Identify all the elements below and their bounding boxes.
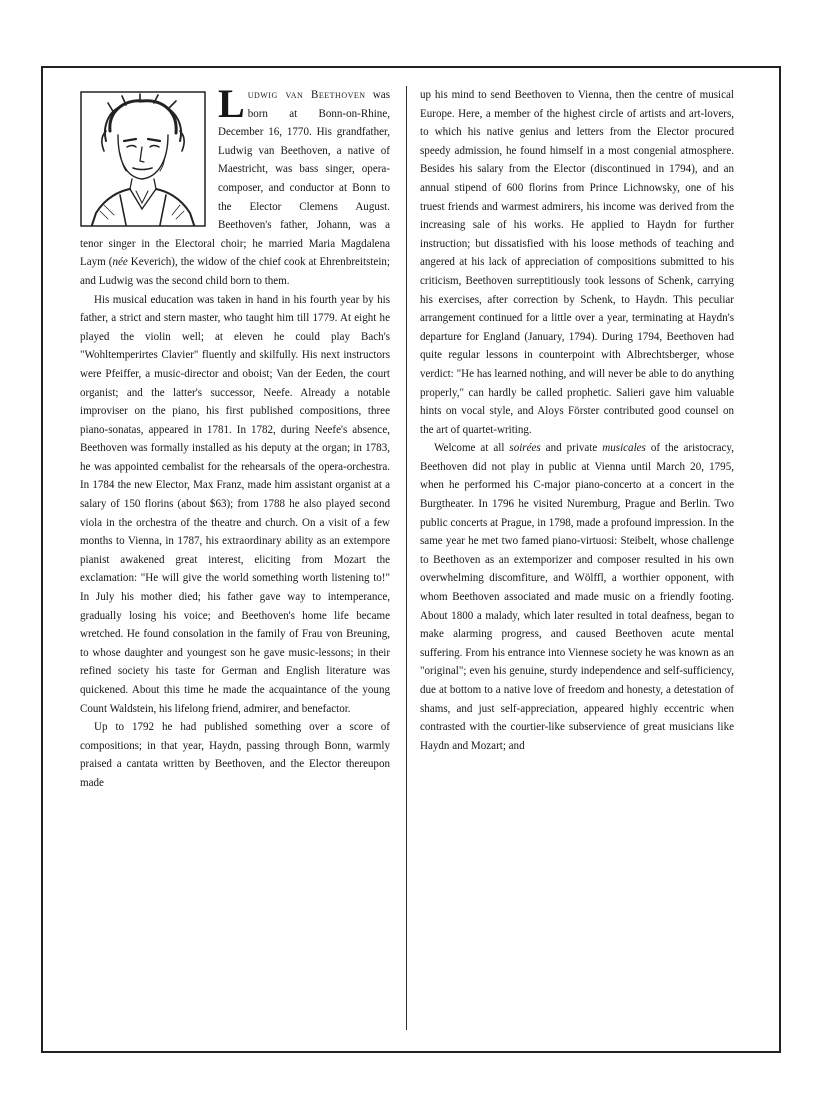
left-column [80, 81, 390, 793]
paragraph-5-musicales: musicales [602, 442, 646, 455]
paragraph-2: His musical education was taken in hand in his fourth year by his father, a strict and stern master, who taught him till 1779. At eight he played the violin well; at eleven he could play Bach's "Wohltemperirtes Clavier" fluently and skilfully. His next instructors were Pfeiffer, a music-director and oboist; Van der Eeden, the court organist; and the latter's successor, Neefe. Already a notable improviser on the piano, his first published compositions, three piano-sonatas, appeared in 1781. In 1782, during Neefe's absence, Beethoven was formally installed as his deputy at the organ; in 1783, he was appointed cembalist for the rehearsals of the opera-orchestra. In 1784 the new Elector, Max Franz, made him assistant organist at a salary of 150 florins (about $63); from 1788 he also played second viola in the orchestra of the theatre and church. On a visit of a few months to Vienna, in 1787, his extraordinary ability as an extempore pianist awakened great interest, eliciting from Mozart the exclamation: "He will give the world something worth listening to!" In July his mother died; his father gave way to intemperance, gradually losing his voice; and Beethoven's home life became wretched. He found consolation in the family of Frau von Breuning, to whose daughter and youngest son he gave music-lessons; in their refined society his taste for German and English literature was quickened. About this time he made the acquaintance of the young Count Waldstein, his lifelong friend, admirer, and benefactor. [80, 293, 390, 715]
paragraph-5 [420, 439, 734, 755]
paragraph-5-a: Welcome at all [434, 442, 510, 455]
paragraph-5-soirees: soirées [509, 442, 541, 455]
paragraph-3: Up to 1792 he had published something over a score of compositions; in that year, Haydn, passing through Bonn, warmly praised a cantata written by Beethoven, and the Elector thereupon made [80, 721, 390, 789]
portrait-engraving [80, 91, 206, 227]
column-divider [406, 86, 407, 1030]
lead-smallcaps: udwig van Beethoven [247, 89, 366, 101]
right-column [420, 86, 734, 755]
paragraph-4: up his mind to send Beethoven to Vienna, then the centre of musical Europe. Here, a member of the highest circle of artists and art-lovers, to which his native genius and letters from the Elector procured speedy admission, he found himself in a most congenial atmosphere. Besides his salary from the Elector (discontinued in 1794), and an annual stipend of 600 florins from Prince Lichnowsky, one of his truest friends and warmest admirers, his income was derived from the increasing sale of his works. He applied to Haydn for further instruction; but dissatisfied with his loose methods of teaching and angered at his lack of appreciation of compositions submitted to his criticism, Beethoven surreptitiously took lessons of Schenk, carrying his exercises, after correction by Schenk, to Haydn. This peculiar arrangement continued for a little over a year, terminating at Haydn's departure for England (January, 1794). During 1794, Beethoven had quite regular lessons in counterpoint with Albrechtsberger, whose verdict: "He has learned nothing, and will never be able to do anything properly," can hardly be called prophetic. Salieri gave him valuable hints on vocal style, and Aloys Förster contributed good counsel on the art of quartet-writing. [420, 89, 734, 436]
paragraph-5-c: of the aristocracy, Beethoven did not play in public at Vienna until March 20, 1795, when he performed his C-major piano-concerto at a concert in the Burgtheater. In 1796 he visited Nuremburg, Prague and Berlin. Two public concerts at Prague, in 1798, made a profound impression. In the same year he met two famed piano-virtuosi: Steibelt, whose challenge to Beethoven as an extemporizer and composer resulted in his own overwhelming discomfiture, and Wölffl, a worthier opponent, with whom Beethoven associated and made music on a friendly footing. About 1800 a malady, which later resulted in total deafness, began to make alarming progress, and caused Beethoven acute mental suffering. From his entrance into Viennese society he was known as an "original"; even his genuine, sturdy independence and self-sufficiency, due at bottom to a native love of freedom and honesty, a detestation of shams, and just self-appreciation, appeared highly eccentric when contrasted with the courtier-like subservience of great musicians like Haydn and Mozart; and [420, 442, 735, 752]
drop-cap: L [218, 81, 245, 126]
paragraph-5-b: and private [540, 442, 603, 455]
paragraph-1-nee: née [112, 256, 128, 269]
paragraph-1-end: Keverich), the widow of the chief cook at Ehrenbreitstein; and Ludwig was the second child born to them. [80, 256, 390, 287]
paragraph-1-text: was born at Bonn-on-Rhine, December 16, 1770. His grandfather, Ludwig van Beethoven, a native of Maestricht, was bass singer, opera-composer, and conductor at Bonn to the Elector Clemens August. Beethoven's father, Johann, was a tenor singer in the Electoral choir; he married Maria Magdalena Laym ( [80, 89, 390, 269]
